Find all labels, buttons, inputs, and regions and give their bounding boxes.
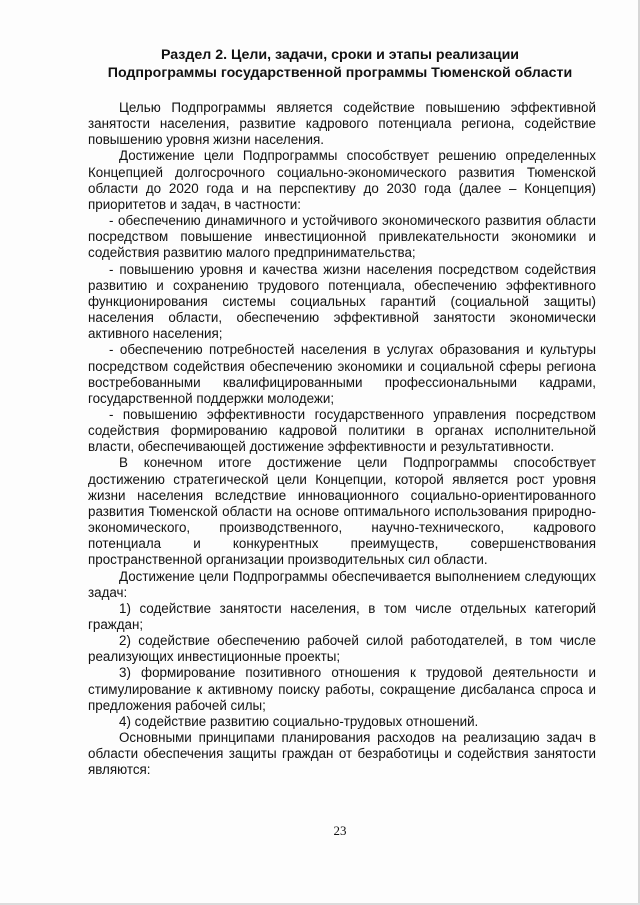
list-item-public-administration: - повышению эффективности государственного управления посредством содействия формированию кадровой политики в органах исполнительной власти, обеспечивающей достижение эффективности и результативности. — [88, 406, 596, 455]
paragraph-tasks-intro: Достижение цели Подпрограммы обеспечивается выполнением следующих задач: — [88, 568, 596, 600]
section-title-line2: Подпрограммы государственной программы Тюменской области — [107, 65, 573, 81]
paragraph-principles: Основными принципами планирования расходов на реализацию задач в области обеспечения защиты граждан от безработицы и содействия занятости являются: — [88, 730, 596, 778]
list-item-living-standards: - повышению уровня и качества жизни населения посредством содействия развитию и сохранению трудового потенциала, обеспечению эффективного функционирования системы социальных гарантий (социальной защиты) населения области, обеспечению эффективной занятости экономически активного населения; — [88, 261, 596, 342]
paragraph-concept: Достижение цели Подпрограммы способствует решению определенных Концепцией долгосрочного социально-экономического развития Тюменской области до 2020 года и на перспективу до 2030 года (далее – Концепция) приоритетов и задач, в частности: — [88, 148, 596, 212]
task-item-4: 4) содействие развитию социально-трудовых отношений. — [119, 713, 479, 729]
page-number: 23 — [333, 823, 347, 838]
section-title-line1: Раздел 2. Цели, задачи, сроки и этапы реализации — [160, 47, 520, 63]
task-item-3: 3) формирование позитивного отношения к трудовой деятельности и стимулирование к активному поиску работы, сокращение дисбаланса спроса и предложения рабочей силы; — [88, 665, 596, 713]
list-item-education-culture: - обеспечению потребностей населения в услугах образования и культуры посредством содействия обеспечению экономики и социальной сферы региона востребованными квалифицированными профессиональными кадрами, государственной поддержки молодежи; — [88, 342, 596, 406]
task-item-1: 1) содействие занятости населения, в том числе отдельных категорий граждан; — [88, 600, 596, 632]
task-item-2: 2) содействие обеспечению рабочей силой работодателей, в том числе реализующих инвестиционные проекты; — [88, 633, 596, 665]
list-item-economic-development: - обеспечению динамичного и устойчивого экономического развития области посредством повышение инвестиционной привлекательности экономики и содействия развитию малого предпринимательства; — [88, 213, 596, 261]
section-heading — [88, 46, 592, 82]
paragraph-goal: Целью Подпрограммы является содействие повышению эффективной занятости населения, развитие кадрового потенциала региона, содействие повышению уровня жизни населения. — [88, 100, 596, 148]
paragraph-strategic-goal: В конечном итоге достижение цели Подпрограммы способствует достижению стратегической цели Концепции, которой является рост уровня жизни населения вследствие инновационного социально-ориентированного развития Тюменской области на основе оптимального использования природно-экономического, производственного, научно-технического, кадрового потенциала и конкурентных преимуществ, совершенствования пространственной организации производительных сил области. — [88, 455, 596, 568]
document-body — [88, 100, 596, 779]
